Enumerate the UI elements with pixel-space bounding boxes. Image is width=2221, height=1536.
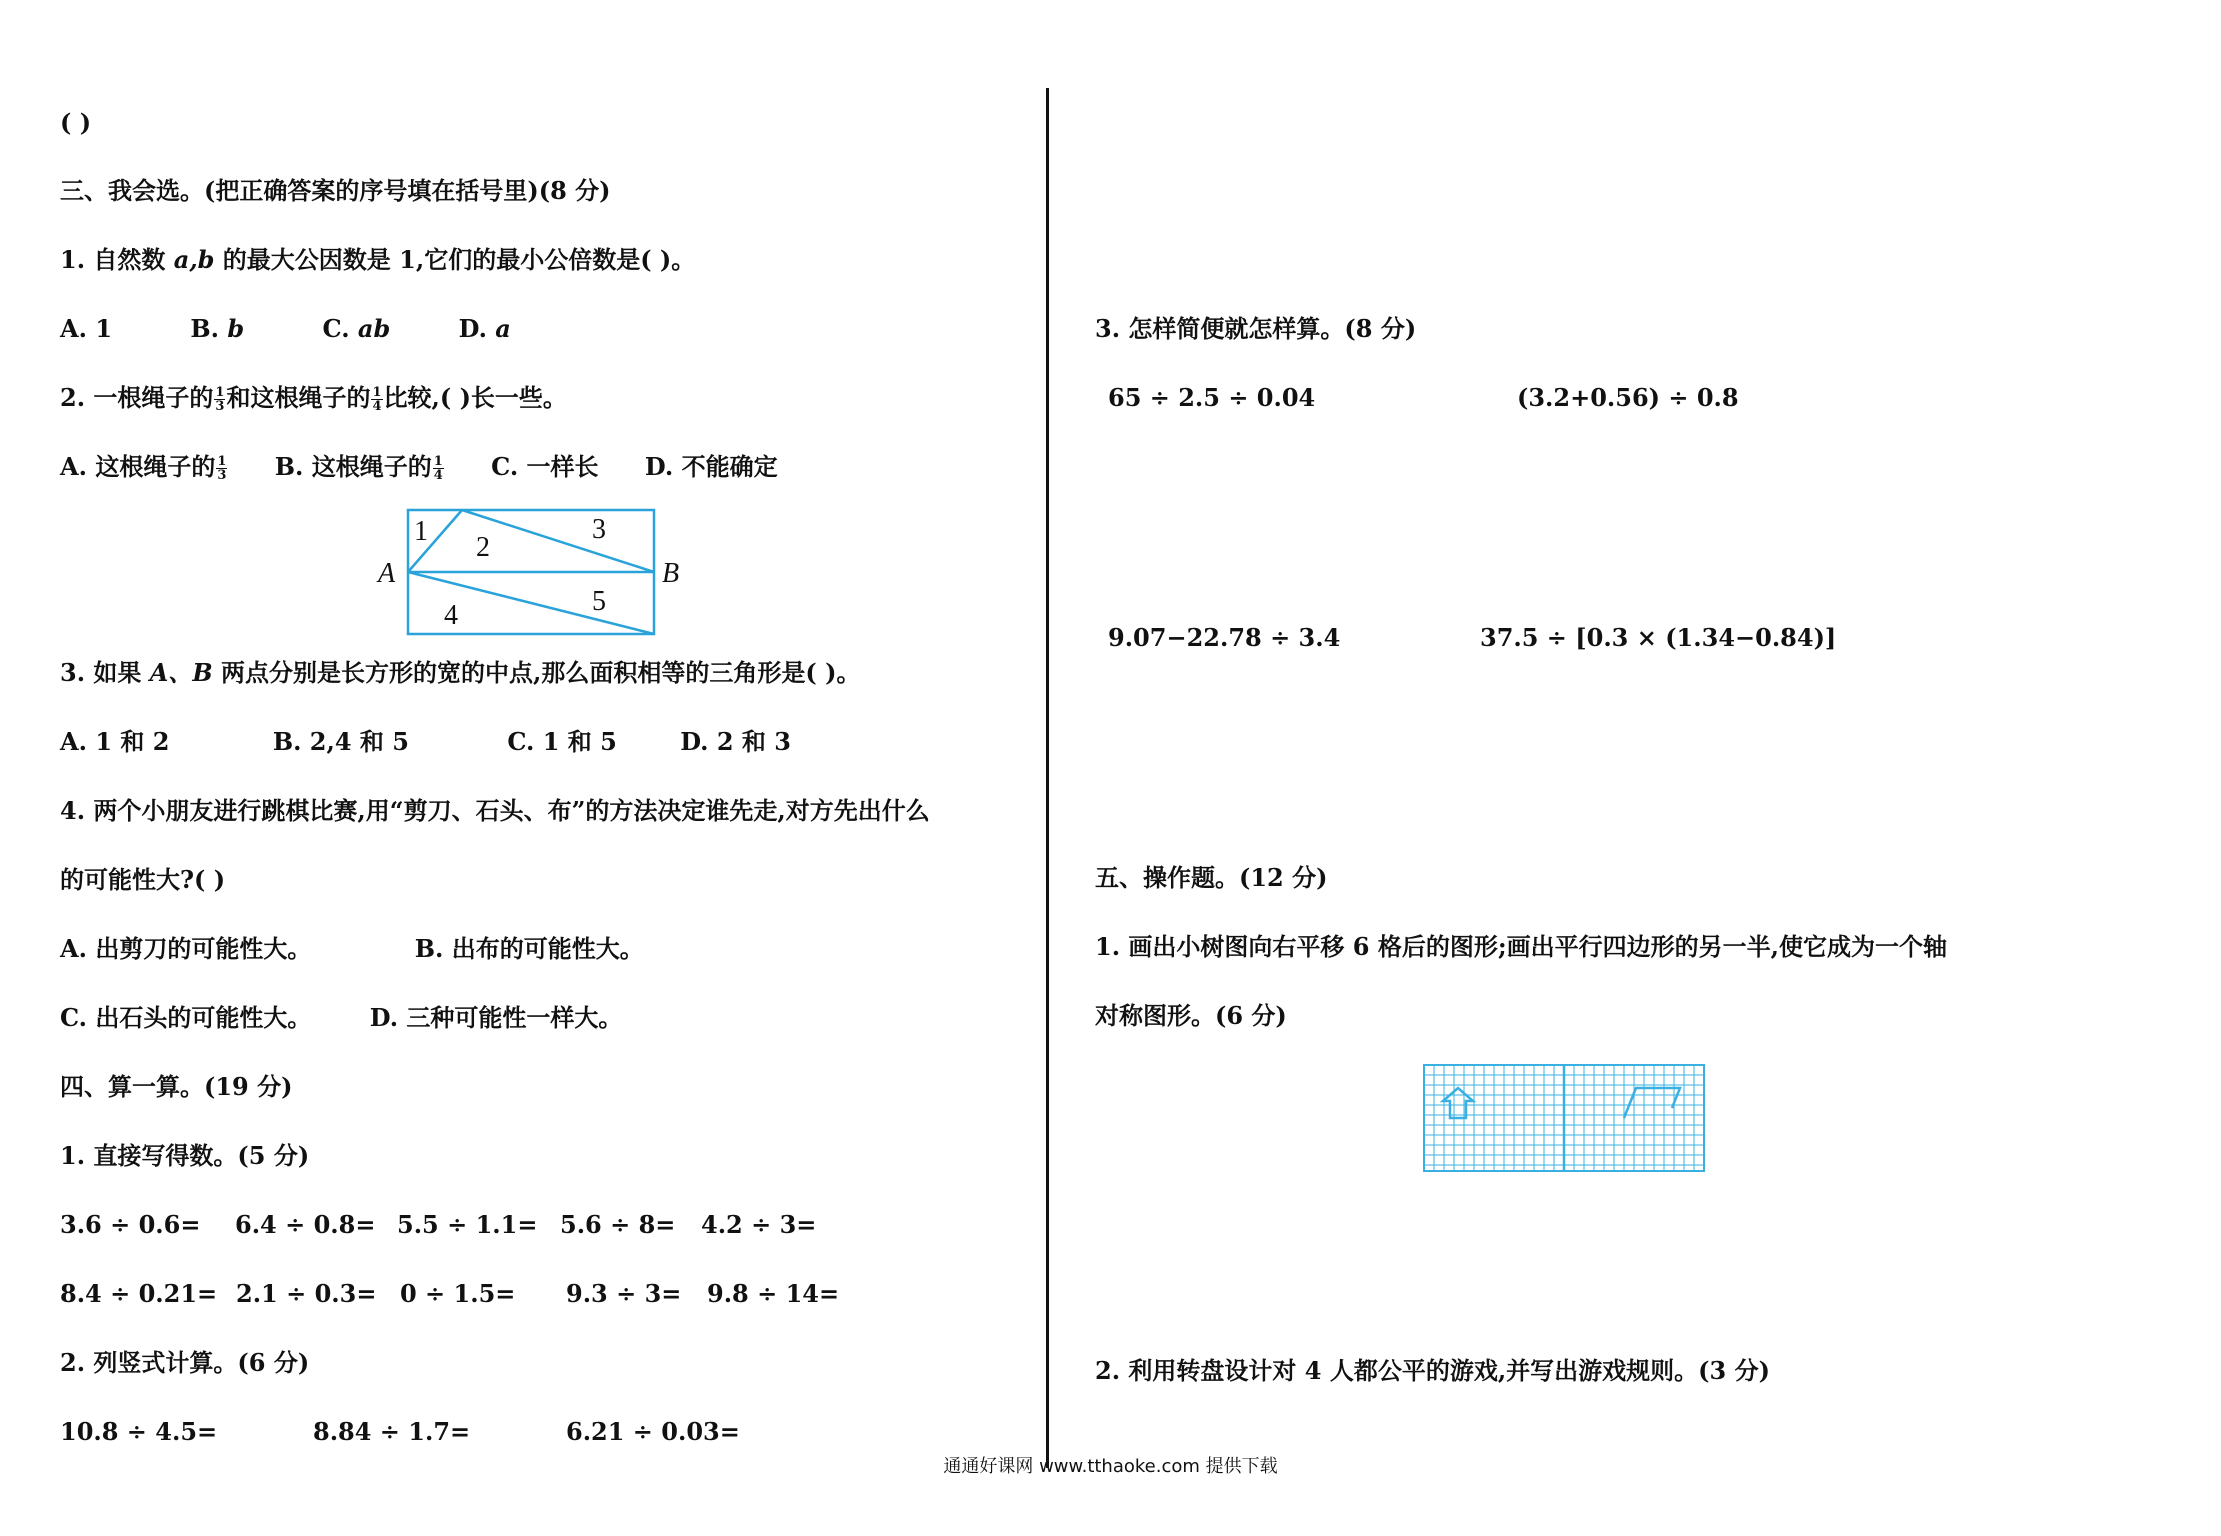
calc-item: 5.6 ÷ 8= bbox=[560, 1210, 676, 1239]
q3-option-d: D. 2 和 3 bbox=[680, 727, 791, 756]
q3-option-a: A. 1 和 2 bbox=[60, 727, 170, 756]
calc-item: 0 ÷ 1.5= bbox=[400, 1279, 516, 1308]
calc-item: 5.5 ÷ 1.1= bbox=[397, 1210, 538, 1239]
q1-variables: a,b bbox=[173, 245, 215, 274]
section-5-title: 五、操作题。(12 分) bbox=[1095, 863, 1328, 892]
expression-1: 65 ÷ 2.5 ÷ 0.04 bbox=[1108, 383, 1316, 412]
column-divider bbox=[1046, 88, 1049, 1468]
region-label-4: 4 bbox=[444, 600, 458, 631]
q2-option-b: B. 这根绳子的 $\frac{1}{4}$ bbox=[274, 452, 443, 483]
q3-points: A、B bbox=[149, 658, 213, 687]
half-parallelogram-icon bbox=[1624, 1088, 1680, 1118]
diagonal-top-b bbox=[462, 510, 654, 572]
footer-credit: 通通好课网 www.tthaoke.com 提供下载 bbox=[943, 1456, 1278, 1477]
q4-option-a: A. 出剪刀的可能性大。 bbox=[60, 934, 312, 963]
q1-option-a: A. 1 bbox=[60, 314, 113, 343]
q1-option-c: C. ab bbox=[322, 314, 391, 343]
section-4-sub2: 2. 列竖式计算。(6 分) bbox=[60, 1348, 310, 1377]
q2-text-post: 比较,( )长一些。 bbox=[383, 383, 567, 412]
q4-options-row1 bbox=[60, 934, 644, 964]
q3-option-c: C. 1 和 5 bbox=[507, 727, 617, 756]
grid-figure bbox=[1423, 1064, 1705, 1172]
q2-option-c: C. 一样长 bbox=[491, 452, 599, 481]
q2-option-d: D. 不能确定 bbox=[644, 452, 778, 481]
q2-text-pre: 2. 一根绳子的 bbox=[60, 383, 214, 412]
question-2 bbox=[60, 383, 567, 413]
right-q3-title: 3. 怎样简便就怎样算。(8 分) bbox=[1095, 314, 1417, 343]
calc-item: 10.8 ÷ 4.5= bbox=[60, 1417, 218, 1446]
calc-item: 8.4 ÷ 0.21= bbox=[60, 1279, 218, 1308]
q2-options bbox=[60, 452, 778, 482]
q4-options-row2 bbox=[60, 1003, 622, 1033]
q4-option-d: D. 三种可能性一样大。 bbox=[369, 1003, 623, 1032]
calc-item: 2.1 ÷ 0.3= bbox=[236, 1279, 377, 1308]
q1-option-b: B. b bbox=[190, 314, 245, 343]
expression-4: 37.5 ÷ [0.3 × (1.34−0.84)] bbox=[1480, 623, 1837, 652]
calc-item: 8.84 ÷ 1.7= bbox=[313, 1417, 471, 1446]
q4-option-c: C. 出石头的可能性大。 bbox=[60, 1003, 312, 1032]
section-4-sub1: 1. 直接写得数。(5 分) bbox=[60, 1141, 310, 1170]
tree-shape-icon bbox=[1443, 1088, 1473, 1118]
calc-item: 6.21 ÷ 0.03= bbox=[566, 1417, 740, 1446]
region-label-5: 5 bbox=[592, 586, 606, 617]
region-label-3: 3 bbox=[592, 514, 606, 545]
calc-item: 9.3 ÷ 3= bbox=[566, 1279, 682, 1308]
operation-1-line1: 1. 画出小树图向右平移 6 格后的图形;画出平行四边形的另一半,使它成为一个轴 bbox=[1095, 932, 1948, 961]
q2-option-a: A. 这根绳子的 $\frac{1}{3}$ bbox=[60, 452, 227, 483]
calc-item: 6.4 ÷ 0.8= bbox=[235, 1210, 376, 1239]
fraction-one-quarter: $\frac{1}{4}$ bbox=[372, 385, 382, 414]
region-label-2: 2 bbox=[476, 532, 490, 563]
question-1 bbox=[60, 245, 695, 275]
q2-text-mid: 和这根绳子的 bbox=[226, 383, 371, 412]
q1-text-post: 的最大公因数是 1,它们的最小公倍数是( )。 bbox=[214, 245, 696, 274]
question-4-line1: 4. 两个小朋友进行跳棋比赛,用“剪刀、石头、布”的方法决定谁先走,对方先出什么 bbox=[60, 796, 930, 825]
question-4-line2: 的可能性大?( ) bbox=[60, 865, 226, 894]
section-3-title: 三、我会选。(把正确答案的序号填在括号里)(8 分) bbox=[60, 176, 611, 205]
section-4-title: 四、算一算。(19 分) bbox=[60, 1072, 293, 1101]
calc-item: 9.8 ÷ 14= bbox=[707, 1279, 840, 1308]
q4-option-b: B. 出布的可能性大。 bbox=[414, 934, 644, 963]
q1-option-d: D. a bbox=[458, 314, 511, 343]
point-label-a: A bbox=[378, 558, 396, 589]
calc-item: 3.6 ÷ 0.6= bbox=[60, 1210, 201, 1239]
fraction-one-third: $\frac{1}{3}$ bbox=[215, 385, 225, 414]
q1-text-pre: 1. 自然数 bbox=[60, 245, 174, 274]
operation-1-line2: 对称图形。(6 分) bbox=[1095, 1001, 1287, 1030]
q3-option-b: B. 2,4 和 5 bbox=[272, 727, 409, 756]
expression-2: (3.2+0.56) ÷ 0.8 bbox=[1517, 383, 1739, 412]
calc-item: 4.2 ÷ 3= bbox=[701, 1210, 817, 1239]
region-label-1: 1 bbox=[414, 516, 428, 547]
rectangle-triangles-figure bbox=[370, 500, 690, 648]
question-3: 3. 如果 A、B 两点分别是长方形的宽的中点,那么面积相等的三角形是( )。 bbox=[60, 658, 861, 687]
point-label-b: B bbox=[662, 558, 680, 589]
answer-blank: ( ) bbox=[60, 108, 92, 137]
q1-options bbox=[60, 314, 511, 344]
q3-options bbox=[60, 727, 791, 757]
operation-2: 2. 利用转盘设计对 4 人都公平的游戏,并写出游戏规则。(3 分) bbox=[1095, 1356, 1770, 1385]
expression-3: 9.07−22.78 ÷ 3.4 bbox=[1108, 623, 1341, 652]
